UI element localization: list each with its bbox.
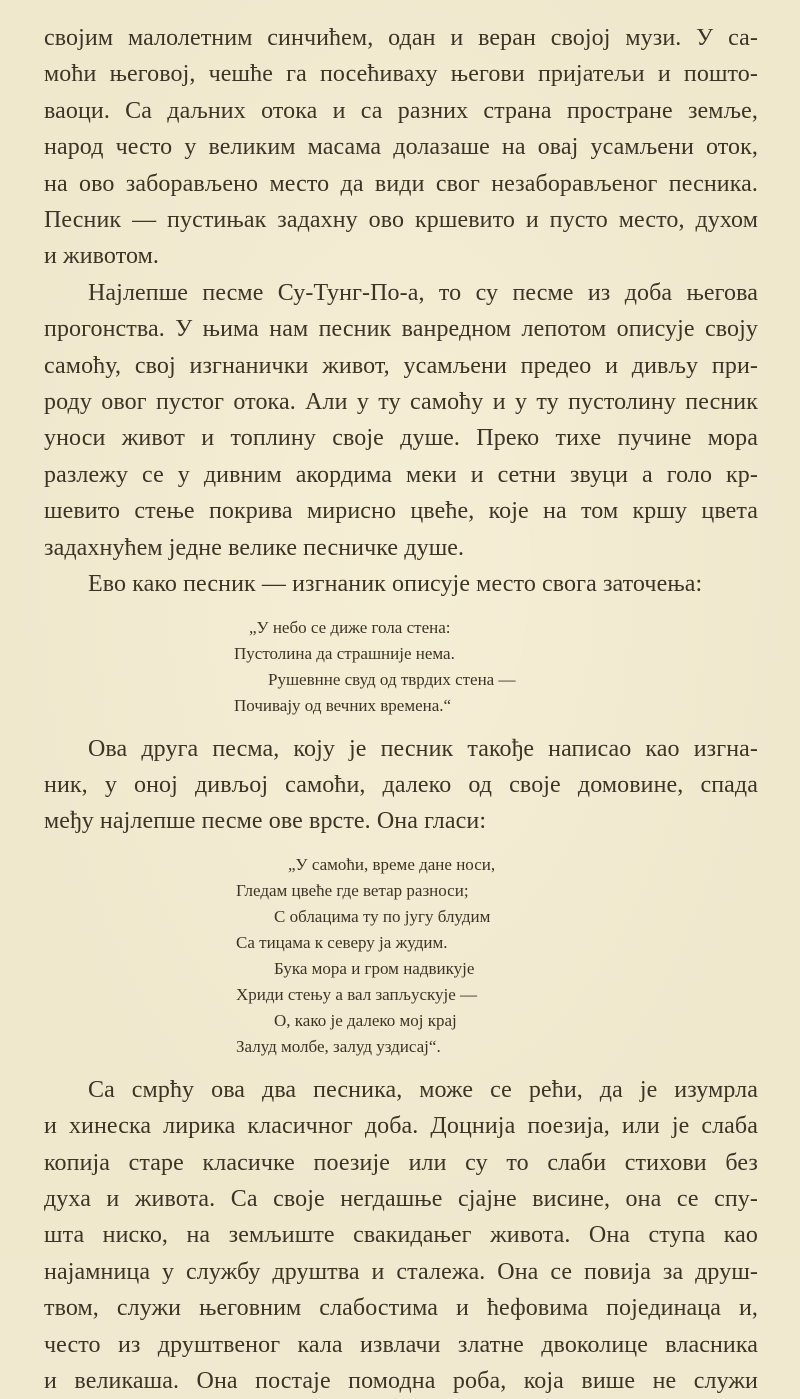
poem-line: Почивају од вечних времена.“ [234, 695, 452, 715]
text-line: самоћу, свој изгнанички живот, усамљени предео и дивљу при- [44, 352, 758, 379]
text-line: задахнућем једне велике песничке душе. [44, 534, 465, 561]
paragraph-1 [44, 20, 758, 275]
paragraph-3 [44, 566, 758, 602]
paragraph-5 [44, 1072, 758, 1399]
poem-line: „У небо се диже гола стена: [249, 617, 451, 637]
text-line: уноси живот и топлину своје душе. Преко тихе пучине мора [44, 425, 758, 452]
poem-line: Пустолина да страшније нема. [234, 643, 455, 663]
text-line: својим малолетним синчићем, одан и веран својој музи. У са- [44, 25, 758, 51]
text-line: духа и живота. Са своје негдашње сјајне висине, она се спу- [44, 1185, 758, 1212]
poem-line: Залуд молбе, залуд уздисај“. [236, 1036, 441, 1056]
text-line: често из друштвеног кала извлачи златне двоколице власника [44, 1331, 758, 1358]
text-line: Ево како песник — изгнаник описује место свога заточења: [88, 571, 703, 598]
poem-1 [44, 615, 758, 719]
text-line: на ово заборављено место да види свог незаборављеног песника. [44, 170, 758, 197]
text-line: ник, у оној дивљој самоћи, далеко од своје домовине, спада [44, 771, 758, 798]
text-line: ваоци. Са даљних отока и са разних страна простране земље, [44, 97, 758, 124]
text-line: и животом. [44, 243, 160, 270]
paragraph-2 [44, 275, 758, 566]
text-line: међу најлепше песме ове врсте. Она гласи: [44, 808, 487, 835]
poem-line: О, како је далеко мој крај [274, 1010, 457, 1030]
text-line: Најлепше песме Су-Тунг-По-а, то су песме из доба његова [88, 279, 758, 306]
text-line: народ често у великим масама долазаше на овај усамљени оток, [44, 134, 758, 161]
text-line: Ова друга песма, коју је песник такође написао као изгна- [88, 735, 758, 762]
poem-line: Рушевнне свуд од тврдих стена — [268, 669, 516, 689]
text-line: копија старе класичке поезије или су то слаби стихови без [44, 1149, 758, 1176]
poem-line: Са тицама к северу ја жудим. [236, 932, 448, 952]
text-line: разлежу се у дивним акордима меки и сетни звуци а голо кр- [44, 461, 758, 488]
text-line: најамница у службу друштва и сталежа. Она се повија за друш- [44, 1258, 758, 1285]
text-line: шевито стење покрива мирисно цвеће, које на том кршу цвета [44, 498, 758, 525]
text-line: моћи његовој, чешће га посећиваху његови пријатељи и пошто- [44, 61, 758, 88]
text-line: Песник — пустињак задахну ово кршевито и пусто место, духом [44, 207, 758, 234]
poem-line: Бука мора и гром надвикује [274, 958, 475, 978]
text-line: шта ниско, на земљиште свакидањег живота. Она ступа као [44, 1222, 758, 1249]
poem-line: Гледам цвеће где ветар разноси; [236, 880, 469, 900]
poem-line: Хриди стењу а вал запљускује — [236, 984, 478, 1004]
poem-line: „У самоћи, време дане носи, [288, 854, 496, 874]
text-line: Са смрћу ова два песника, може се рећи, да је изумрла [88, 1076, 758, 1103]
paragraph-4 [44, 731, 758, 840]
text-line: прогонства. У њима нам песник ванредном лепотом описује своју [44, 316, 758, 343]
poem-2 [44, 852, 758, 1060]
poem-line: С облацима ту по југу блудим [274, 906, 491, 926]
text-line: твом, служи његовним слабостима и ћефовима појединаца и, [44, 1295, 758, 1322]
text-line: и великаша. Она постаје помодна роба, која више не служи [44, 1367, 758, 1394]
text-line: и хинеска лирика класичног доба. Доцнија поезија, или је слаба [44, 1113, 758, 1140]
text-line: роду овог пустог отока. Али у ту самоћу и у ту пустолину песник [44, 389, 758, 416]
